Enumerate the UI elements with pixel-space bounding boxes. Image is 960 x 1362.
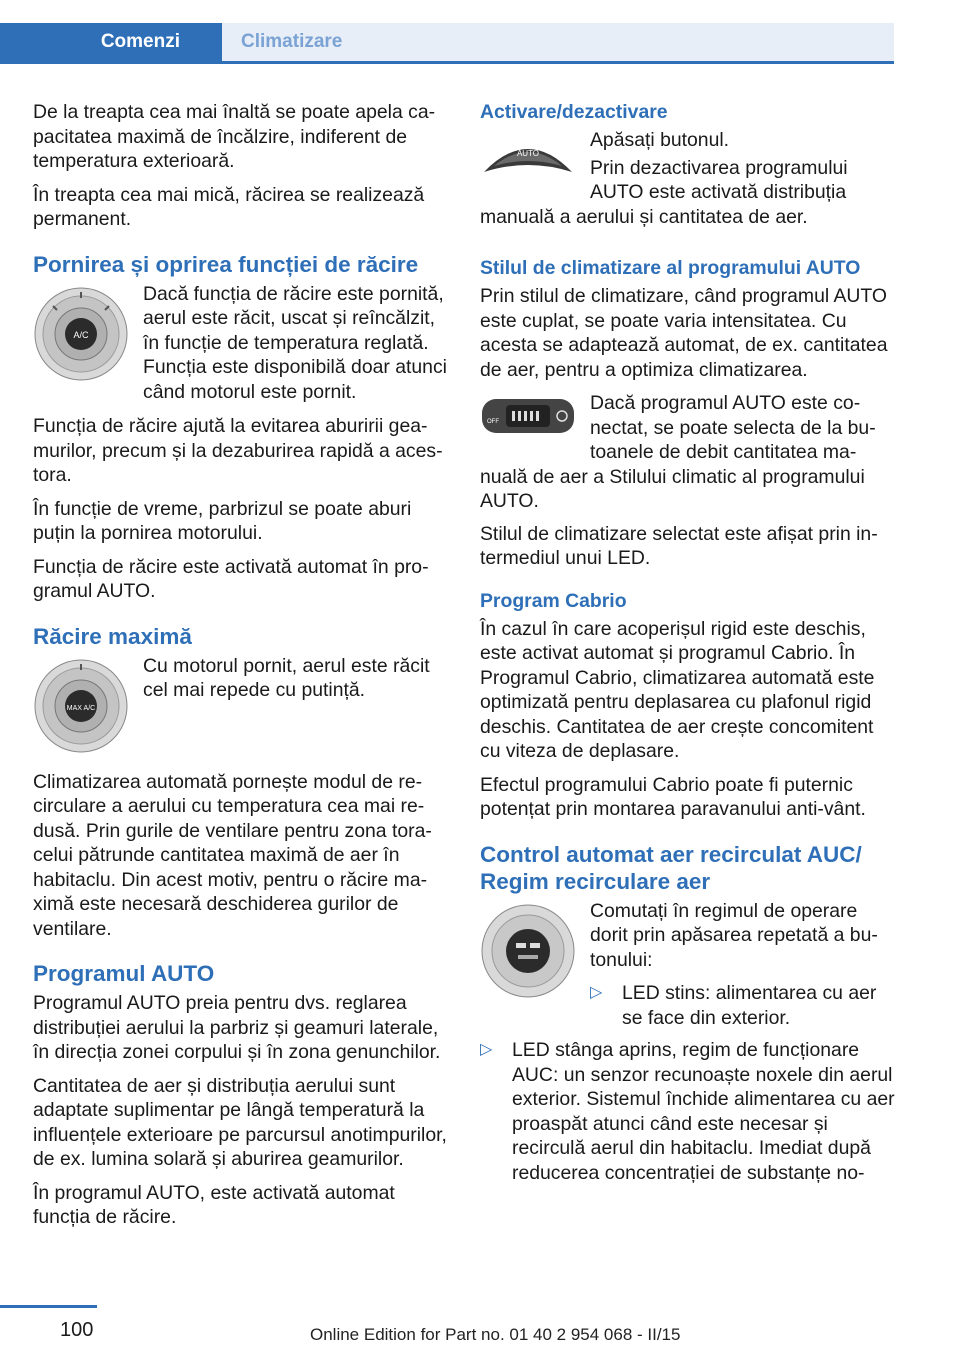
page-number: 100 [60, 1319, 94, 1341]
paragraph: Prin dezactivarea programului AUTO este activată distribuția manuală a aerului și cantitatea de aer. [480, 156, 848, 228]
max-ac-knob-image [33, 658, 129, 754]
ac-label: A/C [73, 329, 89, 340]
paragraph: În treapta cea mai mică, răcirea se realizează permanent. [33, 183, 425, 230]
paragraph: În cazul în care acoperișul rigid este deschis, este activat automat și programul Cabrio. În Programul Cabrio, climatizarea automată este optimizată pentru deplasarea cu plafonul rigid deschis. Cantitatea de aer crește concomitent cu viteza de deplasare. [480, 617, 875, 762]
cooling-block [33, 282, 449, 405]
paragraph: De la treapta cea mai înaltă se poate apela capacitatea maximă de încălzire, indiferent de temperatura exterioară. [33, 101, 436, 172]
triangle-icon: ▷ [590, 984, 603, 1001]
auto-label: AUTO [516, 149, 540, 158]
heading-cooling: Pornirea și oprirea funcției de răcire [33, 251, 419, 277]
header-tabs [0, 23, 894, 61]
paragraph: Climatizarea automată pornește modul de recirculare a aerului cu temperatura cea mai redusă. Prin gurile de ventilare pentru zona toracelui pătrunde cantitatea maximă de aer în habitaclu. Din acest motiv, pentru o răcire maximă este necesară deschiderea gurilor de ventilare. [33, 770, 432, 940]
off-label: OFF [487, 419, 499, 425]
paragraph: În funcție de vreme, parbrizul se poate aburi puțin la pornirea motorului. [33, 497, 412, 544]
paragraph: Apăsați butonul. [590, 129, 730, 151]
triangle-icon: ▷ [480, 1041, 493, 1058]
heading-auc: Control automat aer recirculat AUC/ Regim recirculare aer [480, 841, 862, 894]
bullet-text: LED stins: alimentarea cu aer se face din exterior. [622, 982, 877, 1029]
left-column [33, 100, 449, 1239]
style-buttons-image [480, 395, 576, 437]
paragraph: Funcția de răcire ajută la evitarea aburirii geamurilor, precum și la dezaburirea rapidă a acestora. [33, 415, 443, 486]
heading-max-cooling: Răcire maximă [33, 623, 192, 649]
paragraph: Comutați în regimul de operare dorit prin apăsarea repetată a butonului: [590, 899, 878, 971]
heading-cabrio: Program Cabrio [480, 589, 627, 612]
paragraph: Funcția de răcire este activată automat în programul AUTO. [33, 555, 429, 602]
header-divider [0, 61, 894, 64]
paragraph: Efectul programului Cabrio poate fi puternic potențat prin montarea paravanului anti-vânt. [480, 773, 866, 820]
bullet-text: LED stânga aprins, regim de funcționare AUC: un senzor recunoaște noxele din aerul exterior. Sistemul închide alimentarea cu aer proaspăt atunci când este necesar și recirculă aerul din habitaclu. Imediat după reducerea concentrației de substanțe no- [512, 1039, 895, 1184]
list-item [590, 981, 896, 1030]
tab-comenzi[interactable]: Comenzi [0, 23, 222, 61]
paragraph: Programul AUTO preia pentru dvs. reglarea distribuției aerului la parbriz și geamuri laterale, în direcția zonei corpului și în zona genunchilor. [33, 992, 441, 1063]
footer-divider [0, 1305, 97, 1308]
auc-block [480, 899, 896, 1039]
max-cooling-block [33, 654, 449, 760]
style-block [480, 391, 896, 514]
heading-auto-style: Stilul de climatizare al programului AUTO [480, 257, 861, 279]
tab-climatizare[interactable]: Climatizare [222, 23, 894, 61]
paragraph: În programul AUTO, este activată automat funcția de răcire. [33, 1181, 395, 1228]
heading-auto-program: Programul AUTO [33, 961, 215, 986]
paragraph: Prin stilul de climatizare, când programul AUTO este cuplat, se poate varia intensitatea. Cu acesta se adaptează automat, de ex. cantitatea de aer, pentru a optimiza climatizarea. [480, 285, 888, 381]
recirculation-knob-image [480, 903, 576, 999]
list-item [480, 1038, 896, 1185]
max-cooling-text: Cu motorul pornit, aerul este răcit cel mai repede cu putință. [143, 654, 430, 701]
ac-knob-image [33, 286, 129, 382]
max-ac-label: MAX A/C [66, 704, 96, 712]
auto-button-image [480, 132, 576, 178]
paragraph: Stilul de climatizare selectat este afișat prin intermediul unui LED. [480, 522, 878, 569]
edition-note: Online Edition for Part no. 01 40 2 954 068 - II/15 [310, 1325, 681, 1344]
style-text: Dacă programul AUTO este conectat, se poate selecta de la butoanele de debit cantitatea manuală de aer a Stilului climatic al programului AUTO. [480, 392, 876, 512]
cooling-text: Dacă funcția de răcire este pornită, aerul este răcit, uscat și reîncălzit, în funcție de temperatura reglată. Funcția este disponibilă doar atunci când motorul este pornit. [143, 282, 447, 403]
paragraph: Cantitatea de aer și distribuția aerului sunt adaptate suplimentar pe lângă temperatură la influențele exterioare pe parcursul anotimpurilor, de ex. lumina solară și aburirea geamurilor. [33, 1074, 447, 1170]
heading-activation: Activare/dezactivare [480, 101, 668, 123]
right-column [480, 100, 896, 1193]
activation-block [480, 128, 896, 238]
